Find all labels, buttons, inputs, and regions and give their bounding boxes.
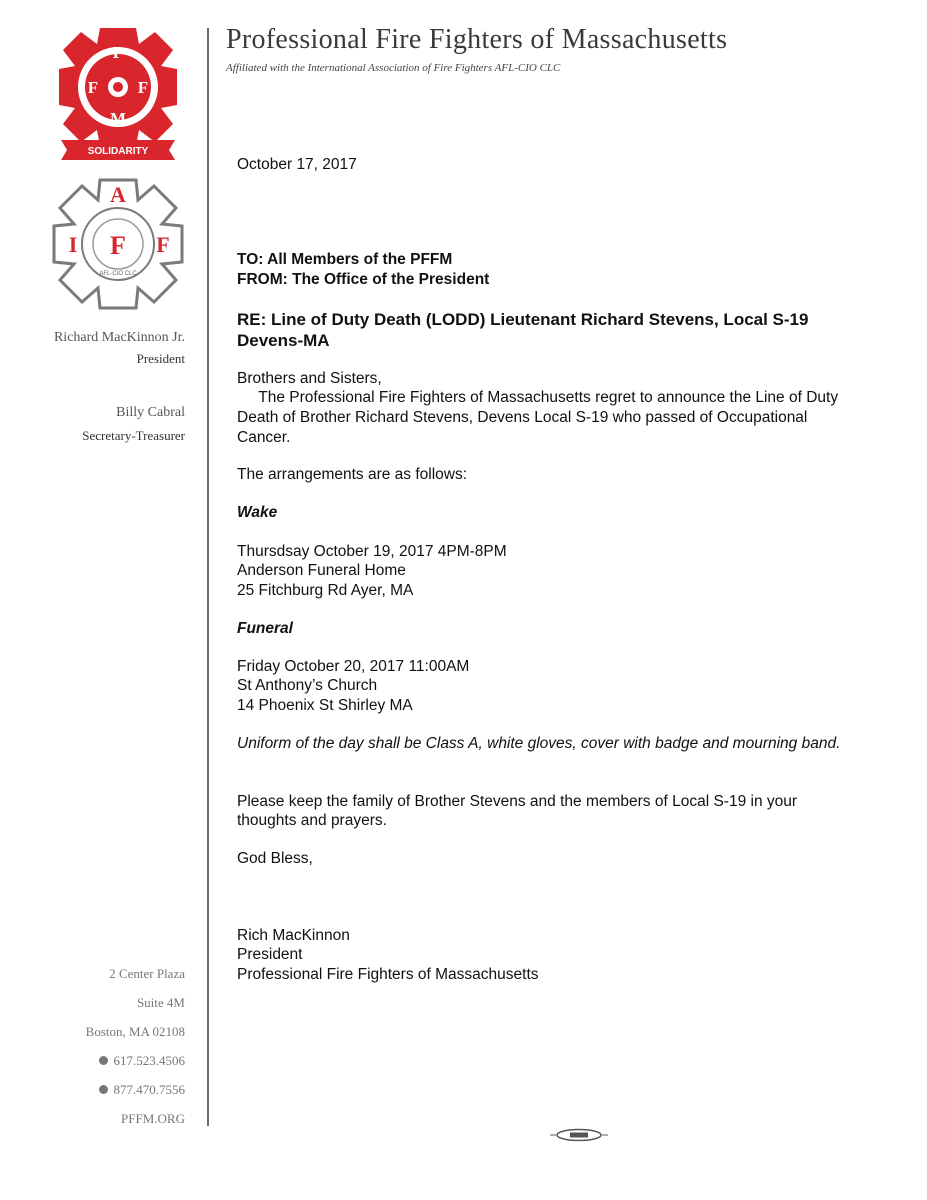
iaff-letter-i: I <box>68 232 78 257</box>
intro-line-2: Death of Brother Richard Stevens, Devens Local S-19 who passed of Occupational <box>237 409 808 426</box>
iaff-letter-f1: F <box>110 231 126 260</box>
funeral-line-2: St Anthony’s Church <box>237 677 378 694</box>
phone-icon <box>99 1056 108 1065</box>
subject-line-2: Devens-MA <box>237 331 330 350</box>
address-line-3: Boston, MA 02108 <box>85 1024 185 1039</box>
sidebar-divider <box>207 28 209 1126</box>
address-line-1: 2 Center Plaza <box>109 966 185 981</box>
president-title: President <box>136 351 185 366</box>
intro-line-1: The Professional Fire Fighters of Massachusetts regret to announce the Line of Duty <box>237 389 839 406</box>
closing-line-1: Please keep the family of Brother Stevens and the members of Local S-19 in your <box>237 793 798 810</box>
iaff-ring-text: AFL-CIO CLC <box>99 271 137 277</box>
pffm-banner-text: SOLIDARITY <box>87 146 149 157</box>
closing-line-2: thoughts and prayers. <box>237 812 387 829</box>
phone-1 <box>99 1053 186 1069</box>
funeral-line-1: Friday October 20, 2017 11:00AM <box>237 658 470 675</box>
pffm-letter-f2: F <box>137 78 149 97</box>
treasurer-name: Billy Cabral <box>116 405 185 420</box>
wake-heading: Wake <box>237 504 278 521</box>
funeral-line-3: 14 Phoenix St Shirley MA <box>237 697 413 714</box>
wake-line-3: 25 Fitchburg Rd Ayer, MA <box>237 582 414 599</box>
phone-2-number: 877.470.7556 <box>113 1082 185 1097</box>
phone-icon <box>99 1085 108 1094</box>
intro-line-3: Cancer. <box>237 429 291 446</box>
funeral-heading: Funeral <box>237 620 293 637</box>
organization-title: Professional Fire Fighters of Massachusetts <box>226 24 728 55</box>
letter-date: October 17, 2017 <box>237 156 357 173</box>
wake-line-2: Anderson Funeral Home <box>237 562 406 579</box>
pffm-letter-p: P <box>112 43 124 62</box>
pffm-letter-f1: F <box>87 78 99 97</box>
signature-org: Professional Fire Fighters of Massachusetts <box>237 966 539 983</box>
pffm-letter-m: M <box>109 109 127 128</box>
phone-1-number: 617.523.4506 <box>113 1053 185 1068</box>
union-label-icon <box>548 1128 610 1142</box>
president-name: Richard MacKinnon Jr. <box>53 330 185 345</box>
affiliation-line: Affiliated with the International Association of Fire Fighters AFL-CIO CLC <box>226 62 561 74</box>
phone-2 <box>99 1082 186 1098</box>
signature-title: President <box>237 946 303 963</box>
to-line: TO: All Members of the PFFM <box>237 251 453 268</box>
website-link[interactable]: PFFM.ORG <box>121 1111 185 1126</box>
sign-off: God Bless, <box>237 850 313 867</box>
signature-name: Rich MacKinnon <box>237 927 350 944</box>
iaff-logo <box>50 176 186 312</box>
from-line: FROM: The Office of the President <box>237 271 490 288</box>
uniform-note: Uniform of the day shall be Class A, white gloves, cover with badge and mourning band. <box>237 735 841 752</box>
salutation: Brothers and Sisters, <box>237 370 382 387</box>
iaff-letter-a: A <box>110 182 126 207</box>
wake-line-1: Thursdsay October 19, 2017 4PM-8PM <box>237 543 507 560</box>
address-line-2: Suite 4M <box>136 995 185 1010</box>
subject-line-1: RE: Line of Duty Death (LODD) Lieutenant Richard Stevens, Local S-19 <box>237 310 809 329</box>
iaff-letter-f2: F <box>156 232 170 257</box>
arrangements-intro: The arrangements are as follows: <box>237 466 468 483</box>
treasurer-title: Secretary-Treasurer <box>82 428 185 443</box>
pffm-logo <box>55 24 181 166</box>
